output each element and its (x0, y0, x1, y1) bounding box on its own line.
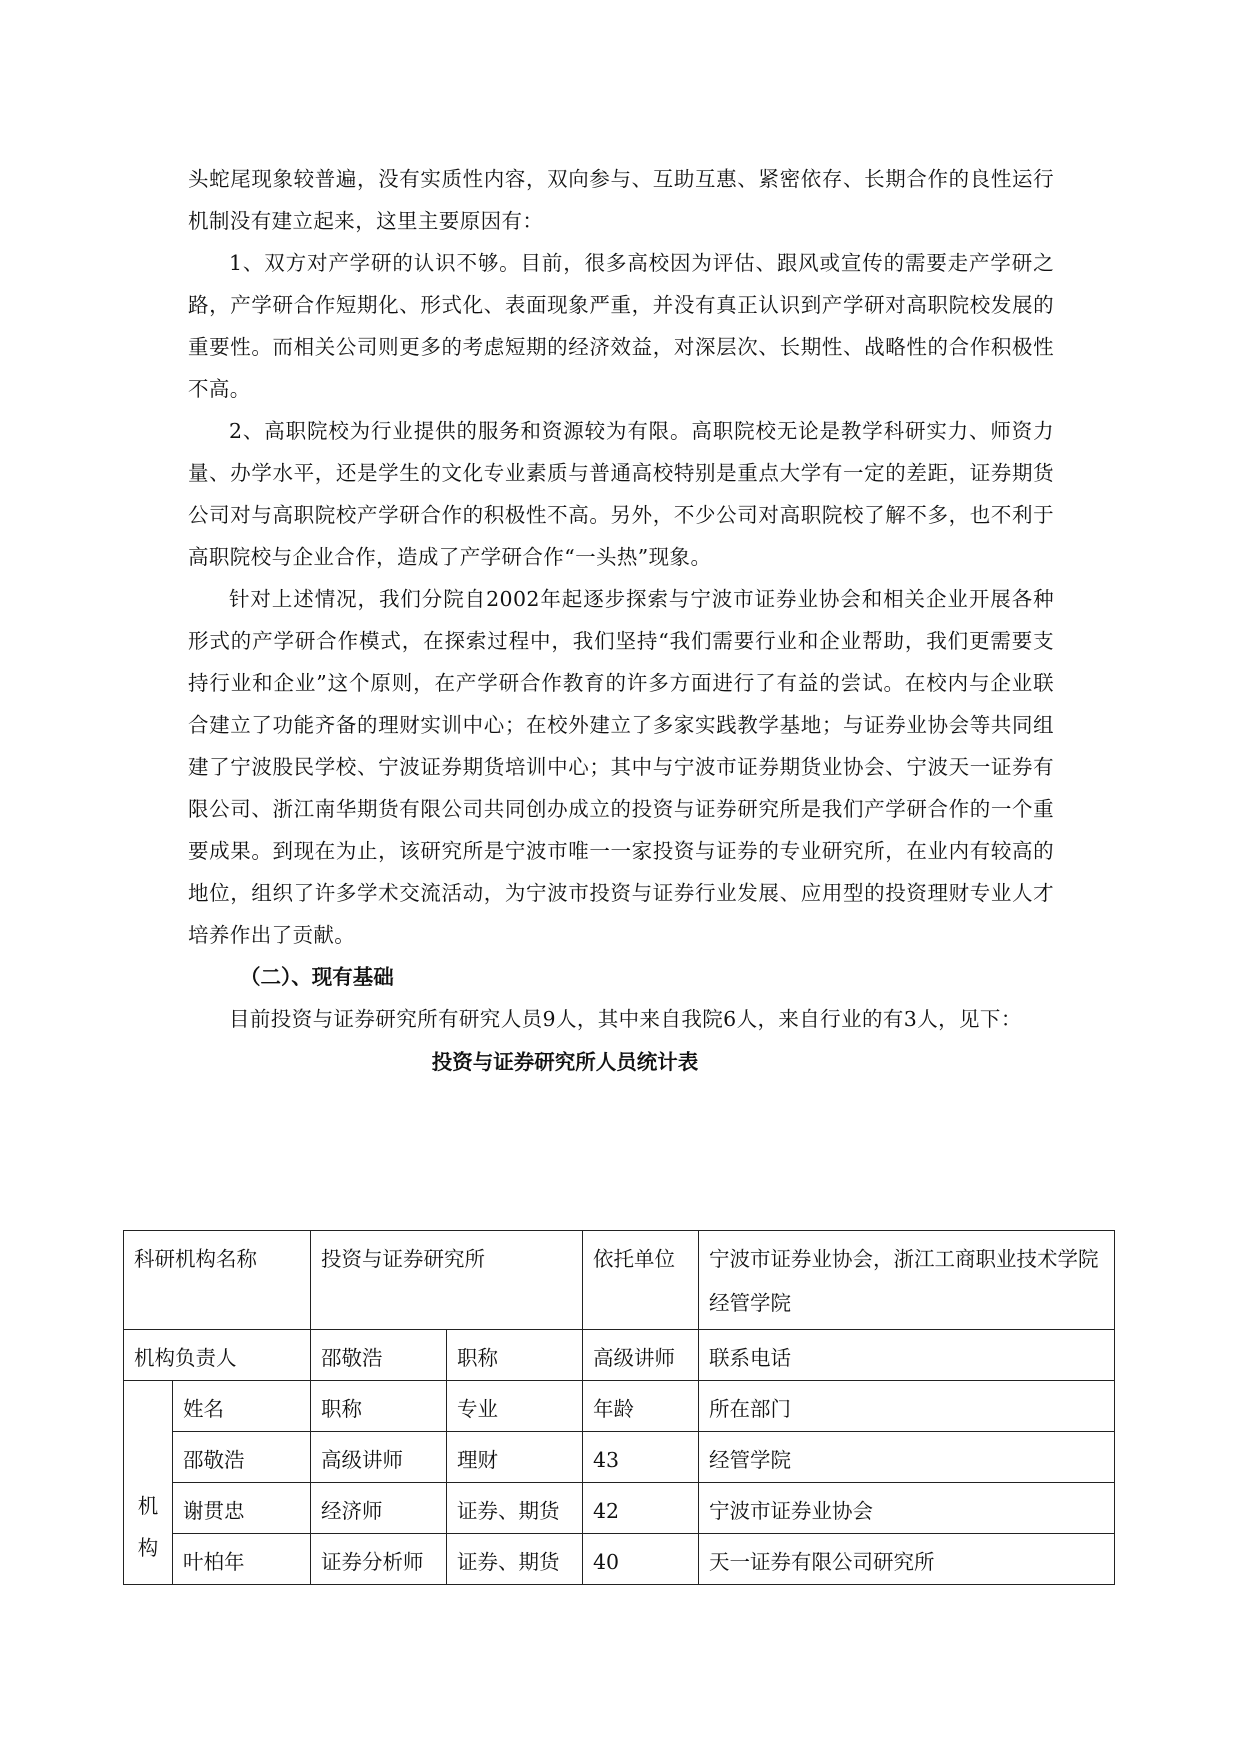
vertical-label-char: 构 (137, 1535, 159, 1560)
table-row (124, 1432, 1115, 1483)
table-row (124, 1231, 1115, 1330)
header-major: 专业 (447, 1381, 583, 1432)
cell-name: 叶柏年 (173, 1534, 311, 1585)
cell-title: 证券分析师 (311, 1534, 447, 1585)
section-heading: （二）、现有基础 (240, 965, 394, 989)
paragraph-staff-summary: 目前投资与证券研究所有研究人员9人，其中来自我院6人，来自行业的有3人，见下： (229, 1007, 1022, 1031)
head-title: 高级讲师 (583, 1330, 699, 1381)
cell-major: 证券、期货 (447, 1483, 583, 1534)
paragraph-point-2: 2、高职院校为行业提供的服务和资源较为有限。高职院校无论是教学科研实力、师资力量、办学水平，还是学生的文化专业素质与普通高校特别是重点大学有一定的差距，证券期货公司对与高职院校产学研合作的积极性不高。另外，不少公司对高职院校了解不多，也不利于高职院校与企业合作，造成了产学研合作“一头热”现象。 (188, 419, 1054, 569)
document-body (188, 158, 1054, 1084)
cell-title: 高级讲师 (311, 1432, 447, 1483)
support-unit: 宁波市证券业协会，浙江工商职业技术学院经管学院 (699, 1231, 1115, 1330)
table-row (124, 1534, 1115, 1585)
table-header-row (124, 1381, 1115, 1432)
cell-age: 43 (583, 1432, 699, 1483)
vertical-label (124, 1381, 173, 1585)
table-title: 投资与证券研究所人员统计表 (431, 1050, 699, 1074)
label-head: 机构负责人 (124, 1330, 311, 1381)
cell-department: 宁波市证券业协会 (699, 1483, 1115, 1534)
vertical-label-char: 机 (137, 1493, 159, 1518)
header-department: 所在部门 (699, 1381, 1115, 1432)
label-support-unit: 依托单位 (583, 1231, 699, 1330)
header-name: 姓名 (173, 1381, 311, 1432)
paragraph-point-1: 1、双方对产学研的认识不够。目前，很多高校因为评估、跟风或宣传的需要走产学研之路，产学研合作短期化、形式化、表面现象严重，并没有真正认识到产学研对高职院校发展的重要性。而相关公司则更多的考虑短期的经济效益，对深层次、长期性、战略性的合作积极性不高。 (188, 251, 1054, 401)
table-row (124, 1330, 1115, 1381)
header-age: 年龄 (583, 1381, 699, 1432)
header-title: 职称 (311, 1381, 447, 1432)
cell-age: 40 (583, 1534, 699, 1585)
cell-age: 42 (583, 1483, 699, 1534)
head-name: 邵敬浩 (311, 1330, 447, 1381)
table-row (124, 1483, 1115, 1534)
cell-department: 经管学院 (699, 1432, 1115, 1483)
paragraph-approach: 针对上述情况，我们分院自2002年起逐步探索与宁波市证券业协会和相关企业开展各种形式的产学研合作模式，在探索过程中，我们坚持“我们需要行业和企业帮助，我们更需要支持行业和企业”这个原则，在产学研合作教育的许多方面进行了有益的尝试。在校内与企业联合建立了功能齐备的理财实训中心；在校外建立了多家实践教学基地；与证券业协会等共同组建了宁波股民学校、宁波证券期货培训中心；其中与宁波市证券期货业协会、宁波天一证券有限公司、浙江南华期货有限公司共同创办成立的投资与证券研究所是我们产学研合作的一个重要成果。到现在为止，该研究所是宁波市唯一一家投资与证券的专业研究所，在业内有较高的地位，组织了许多学术交流活动，为宁波市投资与证券行业发展、应用型的投资理财专业人才培养作出了贡献。 (188, 587, 1054, 947)
cell-major: 理财 (447, 1432, 583, 1483)
label-phone: 联系电话 (699, 1330, 1115, 1381)
staff-statistics-table (123, 1230, 1115, 1585)
paragraph-intro: 头蛇尾现象较普遍，没有实质性内容，双向参与、互助互惠、紧密依存、长期合作的良性运行机制没有建立起来，这里主要原因有： (188, 167, 1054, 233)
cell-title: 经济师 (311, 1483, 447, 1534)
institution-name: 投资与证券研究所 (311, 1231, 583, 1330)
cell-department: 天一证券有限公司研究所 (699, 1534, 1115, 1585)
cell-major: 证券、期货 (447, 1534, 583, 1585)
cell-name: 邵敬浩 (173, 1432, 311, 1483)
label-title: 职称 (447, 1330, 583, 1381)
label-institution-name: 科研机构名称 (124, 1231, 311, 1330)
cell-name: 谢贯忠 (173, 1483, 311, 1534)
